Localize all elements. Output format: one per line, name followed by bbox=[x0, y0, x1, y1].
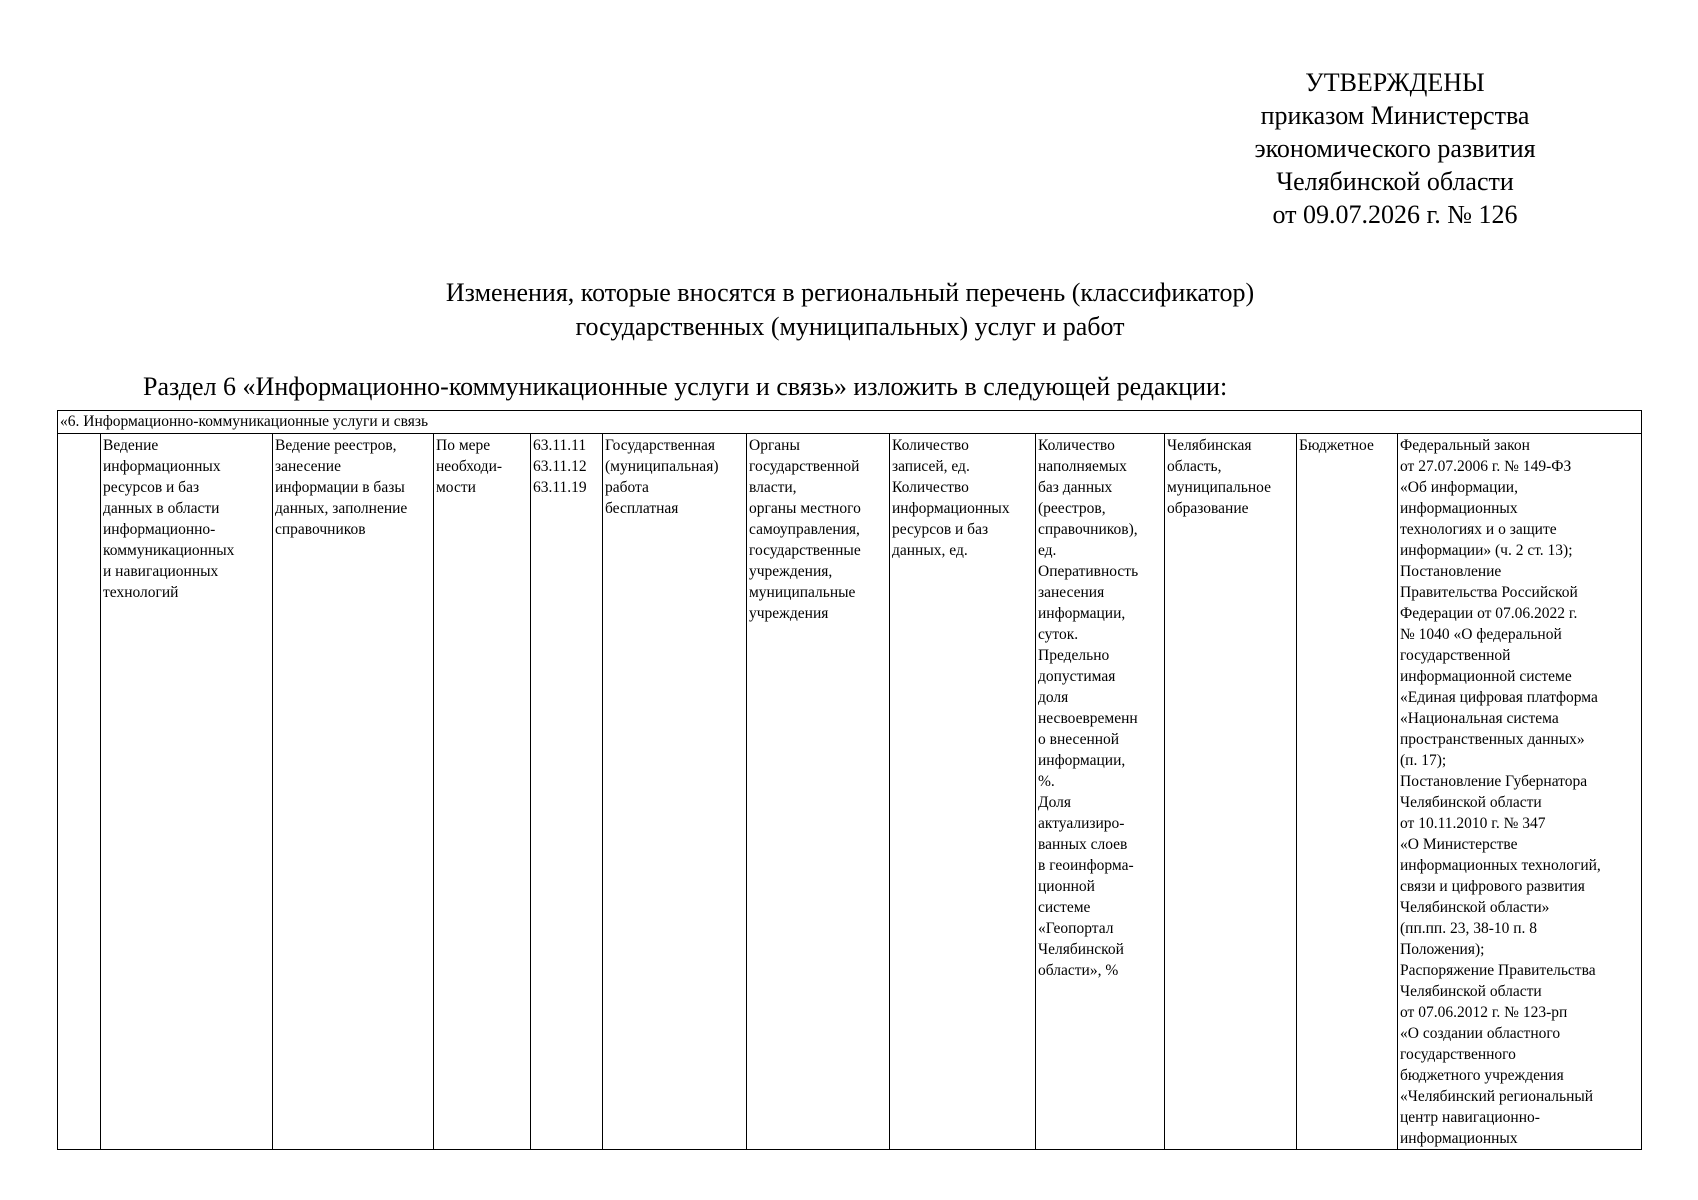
cell-line: «Геопортал bbox=[1038, 920, 1114, 937]
table-row bbox=[58, 434, 1642, 1150]
section-intro: Раздел 6 «Информационно-коммуникационные услуги и связь» изложить в следующей редакции: bbox=[143, 372, 1228, 401]
cell-quality-indicators bbox=[1036, 434, 1165, 1150]
cell-line: от 07.06.2012 г. № 123-рп bbox=[1400, 1004, 1568, 1021]
cell-line: технологий bbox=[103, 584, 179, 601]
cell-type bbox=[603, 434, 747, 1150]
cell-line: мости bbox=[436, 479, 476, 496]
cell-line: баз данных bbox=[1038, 479, 1113, 496]
cell-line: пространственных данных» bbox=[1400, 731, 1585, 748]
cell-line: муниципальные bbox=[749, 584, 856, 601]
cell-line: необходи- bbox=[436, 458, 503, 475]
cell-line: Органы bbox=[749, 437, 800, 454]
cell-line: информационных bbox=[1400, 500, 1518, 517]
cell-line: информации в базы bbox=[275, 479, 405, 496]
cell-line: самоуправления, bbox=[749, 521, 860, 538]
cell-line: связи и цифрового развития bbox=[1400, 878, 1585, 895]
cell-line: коммуникационных bbox=[103, 542, 235, 559]
cell-line: системе bbox=[1038, 899, 1091, 916]
cell-line: работа bbox=[605, 479, 649, 496]
cell-line: актуализиро- bbox=[1038, 815, 1125, 832]
cell-line: от 10.11.2010 г. № 347 bbox=[1400, 815, 1546, 832]
cell-line: суток. bbox=[1038, 626, 1079, 643]
cell-line: в геоинформа- bbox=[1038, 857, 1134, 874]
cell-line: муниципальное bbox=[1167, 479, 1271, 496]
cell-line: информационных bbox=[103, 458, 221, 475]
cell-line: государственной bbox=[1400, 647, 1511, 664]
cell-line: Предельно bbox=[1038, 647, 1110, 664]
cell-line: По мере bbox=[436, 437, 491, 454]
cell-line: ционной bbox=[1038, 878, 1095, 895]
cell-line: государственные bbox=[749, 542, 861, 559]
cell-line: Количество bbox=[1038, 437, 1115, 454]
cell-line: 63.11.19 bbox=[533, 479, 587, 496]
cell-line: область, bbox=[1167, 458, 1222, 475]
cell-line: «Челябинский региональный bbox=[1400, 1088, 1594, 1105]
cell-line: записей, ед. bbox=[892, 458, 970, 475]
cell-line: Челябинской bbox=[1038, 941, 1124, 958]
cell-number bbox=[58, 434, 101, 1150]
cell-line: 63.11.11 bbox=[533, 437, 587, 454]
cell-line: Челябинской области bbox=[1400, 983, 1542, 1000]
cell-conditions bbox=[434, 434, 531, 1150]
cell-line: Доля bbox=[1038, 794, 1071, 811]
section-header-cell: «6. Информационно-коммуникационные услуги и связь bbox=[58, 411, 1642, 434]
cell-line: информационно- bbox=[103, 521, 216, 538]
cell-line: учреждения bbox=[749, 605, 829, 622]
cell-line: Распоряжение Правительства bbox=[1400, 962, 1596, 979]
cell-line: информации» (ч. 2 ст. 13); bbox=[1400, 542, 1573, 559]
cell-line: бесплатная bbox=[605, 500, 679, 517]
cell-line: занесение bbox=[275, 458, 341, 475]
cell-line: Постановление Губернатора bbox=[1400, 773, 1588, 790]
document-title-line: Изменения, которые вносятся в региональный перечень (классификатор) bbox=[445, 278, 1255, 307]
cell-okved bbox=[531, 434, 603, 1150]
cell-line: допустимая bbox=[1038, 668, 1116, 685]
cell-line: информационных bbox=[892, 500, 1010, 517]
cell-line: «Об информации, bbox=[1400, 479, 1518, 496]
cell-line: наполняемых bbox=[1038, 458, 1127, 475]
cell-line: Федерации от 07.06.2022 г. bbox=[1400, 605, 1578, 622]
cell-line: о внесенной bbox=[1038, 731, 1120, 748]
cell-line: «О создании областного bbox=[1400, 1025, 1561, 1042]
cell-institution-type bbox=[1297, 434, 1398, 1150]
cell-line: Правительства Российской bbox=[1400, 584, 1578, 601]
cell-line: информационных технологий, bbox=[1400, 857, 1601, 874]
section-header-row bbox=[58, 411, 1642, 434]
cell-line: органы местного bbox=[749, 500, 861, 517]
cell-line: Положения); bbox=[1400, 941, 1485, 958]
cell-line: несвоевременн bbox=[1038, 710, 1138, 727]
cell-line: Постановление bbox=[1400, 563, 1502, 580]
cell-line: государственного bbox=[1400, 1046, 1516, 1063]
cell-line: информации, bbox=[1038, 605, 1126, 622]
cell-line: центр навигационно- bbox=[1400, 1109, 1540, 1126]
cell-line: справочников bbox=[275, 521, 366, 538]
cell-line: образование bbox=[1167, 500, 1249, 517]
cell-line: № 1040 «О федеральной bbox=[1400, 626, 1562, 643]
document-title bbox=[300, 276, 1400, 344]
cell-line: «Единая цифровая платформа bbox=[1400, 689, 1598, 706]
cell-line: «Национальная система bbox=[1400, 710, 1559, 727]
cell-line: Ведение bbox=[103, 437, 159, 454]
cell-line: (реестров, bbox=[1038, 500, 1106, 517]
cell-line: государственной bbox=[749, 458, 860, 475]
cell-line: Федеральный закон bbox=[1400, 437, 1530, 454]
cell-line: 63.11.12 bbox=[533, 458, 587, 475]
cell-line: данных в области bbox=[103, 500, 220, 517]
cell-line: (пп.пп. 23, 38-10 п. 8 bbox=[1400, 920, 1538, 937]
cell-legal-basis bbox=[1398, 434, 1642, 1150]
cell-line: занесения bbox=[1038, 584, 1105, 601]
cell-line: Количество bbox=[892, 479, 969, 496]
approval-line: экономического развития bbox=[1254, 134, 1536, 163]
cell-line: Челябинской области bbox=[1400, 794, 1542, 811]
cell-line: информационных bbox=[1400, 1130, 1518, 1147]
cell-line: от 27.07.2006 г. № 149-ФЗ bbox=[1400, 458, 1572, 475]
cell-line: ванных слоев bbox=[1038, 836, 1128, 853]
cell-line: учреждения, bbox=[749, 563, 833, 580]
cell-line: Ведение реестров, bbox=[275, 437, 397, 454]
cell-line: Бюджетное bbox=[1299, 437, 1374, 454]
approval-line: от 09.07.2026 г. № 126 bbox=[1272, 200, 1518, 229]
cell-line: Государственная bbox=[605, 437, 716, 454]
cell-name bbox=[101, 434, 273, 1150]
cell-volume-indicators bbox=[890, 434, 1036, 1150]
cell-line: ресурсов и баз bbox=[103, 479, 200, 496]
cell-line: и навигационных bbox=[103, 563, 219, 580]
cell-line: данных, ед. bbox=[892, 542, 968, 559]
cell-line: Челябинская bbox=[1167, 437, 1252, 454]
approval-stamp bbox=[1200, 66, 1590, 231]
cell-content bbox=[273, 434, 434, 1150]
document-title-line: государственных (муниципальных) услуг и работ bbox=[575, 312, 1125, 341]
cell-line: доля bbox=[1038, 689, 1069, 706]
approval-line: приказом Министерства bbox=[1260, 101, 1530, 130]
approval-line: УТВЕРЖДЕНЫ bbox=[1305, 68, 1485, 97]
cell-line: ед. bbox=[1038, 542, 1057, 559]
cell-level bbox=[1165, 434, 1297, 1150]
cell-line: технологиях и о защите bbox=[1400, 521, 1557, 538]
cell-line: ресурсов и баз bbox=[892, 521, 989, 538]
cell-line: Челябинской области» bbox=[1400, 899, 1550, 916]
cell-line: данных, заполнение bbox=[275, 500, 408, 517]
cell-line: «О Министерстве bbox=[1400, 836, 1518, 853]
cell-line: области», % bbox=[1038, 962, 1119, 979]
approval-line: Челябинской области bbox=[1276, 167, 1514, 196]
cell-line: (муниципальная) bbox=[605, 458, 719, 475]
cell-line: справочников), bbox=[1038, 521, 1138, 538]
cell-line: бюджетного учреждения bbox=[1400, 1067, 1564, 1084]
cell-line: %. bbox=[1038, 773, 1055, 790]
cell-line: власти, bbox=[749, 479, 797, 496]
cell-line: информационной системе bbox=[1400, 668, 1572, 685]
cell-line: Количество bbox=[892, 437, 969, 454]
cell-line: информации, bbox=[1038, 752, 1126, 769]
registry-table bbox=[57, 410, 1642, 1150]
cell-line: Оперативность bbox=[1038, 563, 1139, 580]
cell-institutions bbox=[747, 434, 890, 1150]
cell-line: (п. 17); bbox=[1400, 752, 1447, 769]
